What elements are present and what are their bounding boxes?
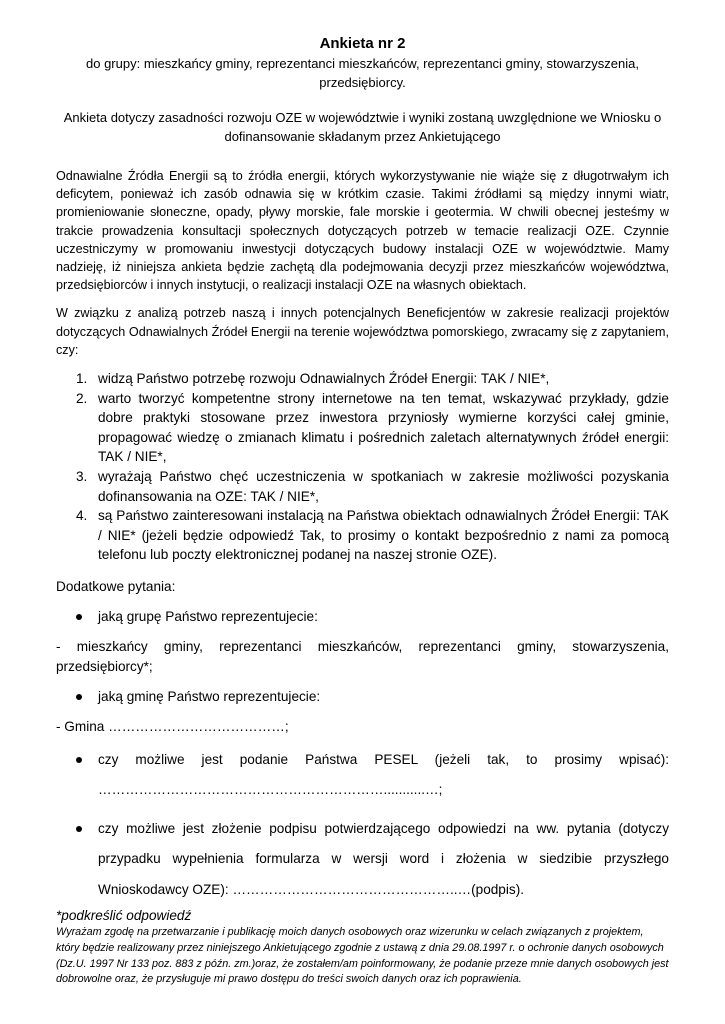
question-text: widzą Państwo potrzebę rozwoju Odnawialnych Źródeł Energii: TAK / NIE*, bbox=[98, 371, 550, 387]
group-question-text: jaką grupę Państwo reprezentujecie: bbox=[98, 608, 318, 624]
question-number: 3. bbox=[76, 469, 88, 484]
bullet-gmina-question bbox=[56, 687, 669, 707]
bullet-dot-icon bbox=[76, 826, 82, 832]
inquiry-paragraph: W związku z analizą potrzeb naszą i innych potencjalnych Beneficjentów w zakresie realizacji projektów dotyczących Odnawialnych Źródeł Energii na terenie województwa pomorskiego, zwracamy się z zapytaniem, czy: bbox=[56, 306, 669, 357]
question-item bbox=[56, 389, 669, 467]
question-item bbox=[56, 467, 669, 506]
question-item bbox=[56, 369, 669, 389]
question-text: są Państwo zainteresowani instalacją na Państwa obiektach odnawialnych Źródeł Energii: TAK / NIE* (jeżeli będzie odpowiedź Tak, to prosimy o kontakt bezpośrednio z nami za pomocą telefonu lub poczty elektronicznej podanej na naszej stronie OZE). bbox=[98, 508, 669, 563]
question-text: wyrażają Państwo chęć uczestniczenia w spotkaniach w zakresie możliwości pozyskania dofinansowania na OZE: TAK / NIE*, bbox=[98, 469, 669, 504]
survey-title: Ankieta nr 2 bbox=[319, 35, 406, 52]
underline-answer-note: *podkreślić odpowiedź bbox=[56, 908, 192, 924]
bullet-dot-icon bbox=[76, 757, 82, 763]
gmina-question-text: jaką gminę Państwo reprezentujecie: bbox=[98, 688, 321, 704]
bullet-dot-icon bbox=[76, 694, 82, 700]
bullet-pesel-question bbox=[56, 745, 669, 806]
question-text: warto tworzyć kompetentne strony internetowe na ten temat, wskazywać przykłady, gdzie dobre praktyki stosowane przez inwestora przyniosły wymierne korzyści całej gminie, propagować wiedzę o zmianach klimatu i pośrednich zaletach alternatywnych źródeł energii: TAK / NIE*, bbox=[98, 390, 669, 465]
question-list bbox=[56, 369, 669, 565]
target-group-line: do grupy: mieszkańcy gminy, reprezentanci mieszkańców, reprezentanci gminy, stowarzyszenia, przedsiębiorcy. bbox=[86, 56, 639, 90]
oze-description-paragraph: Odnawialne Źródła Energii są to źródła energii, których wykorzystywanie nie wiąże się z długotrwałym ich deficytem, ponieważ ich zasób odnawia się w krótkim czasie. Takimi źródłami są między innymi wiatr, promieniowanie słoneczne, opady, pływy morskie, fale morskie i geotermia. W chwili obecnej jesteśmy w trakcie prowadzenia konsultacji społecznych dotyczących potrzeb w temacie realizacji OZE. Czynnie uczestniczymy w promowaniu inwestycji dotyczących budowy instalacji OZE w województwie. Mamy nadzieję, iż niniejsza ankieta będzie zachętą dla podejmowania decyzji przez mieszkańców województwa, przedsiębiorców i innych instytucji, o realizacji instalacji OZE na własnych obiektach. bbox=[56, 169, 669, 293]
survey-intro: Ankieta dotyczy zasadności rozwoju OZE w województwie i wyniki zostaną uwzględnione we Wniosku o dofinansowanie składanym przez Ankietującego bbox=[63, 110, 662, 144]
bullet-group-question bbox=[56, 607, 669, 627]
bullet-dot-icon bbox=[76, 614, 82, 620]
question-number: 4. bbox=[76, 508, 88, 524]
additional-questions-heading: Dodatkowe pytania: bbox=[56, 578, 176, 594]
pesel-question-text[interactable]: czy możliwe jest podanie Państwa PESEL (jeżeli tak, to prosimy wpisać): ………………………………………………………...........…; bbox=[98, 751, 669, 798]
signature-question-text[interactable]: czy możliwe jest złożenie podpisu potwierdzającego odpowiedzi na ww. pytania (dotyczy przypadku wypełnienia formularza w wersji word i złożenia w siedzibie przyszłego Wnioskodawcy OZE): …………………………………………..…(podpis). bbox=[98, 820, 669, 897]
question-item bbox=[56, 506, 669, 565]
question-number: 1. bbox=[76, 371, 88, 387]
group-answer-options: - mieszkańcy gminy, reprezentanci mieszkańców, reprezentanci gminy, stowarzyszenia, przedsiębiorcy*; bbox=[56, 638, 669, 674]
gmina-answer-field[interactable]: - Gmina …………………………………; bbox=[56, 718, 289, 734]
question-number: 2. bbox=[76, 390, 88, 406]
bullet-signature-question bbox=[56, 814, 669, 906]
data-processing-consent: Wyrażam zgodę na przetwarzanie i publikację moich danych osobowych oraz wizerunku w celach związanych z projektem, który będzie realizowany przez niniejszego Ankietującego zgodnie z ustawą z dnia 29.08.1997 r. o ochronie danych osobowych (Dz.U. 1997 Nr 133 poz. 883 z późn. zm.)oraz, że zostałem/am poinformowany, że podanie przeze mnie danych osobowych jest dobrowolne oraz, że przysługuje mi prawo dostępu do treści swoich danych oraz ich poprawienia. bbox=[56, 926, 669, 986]
